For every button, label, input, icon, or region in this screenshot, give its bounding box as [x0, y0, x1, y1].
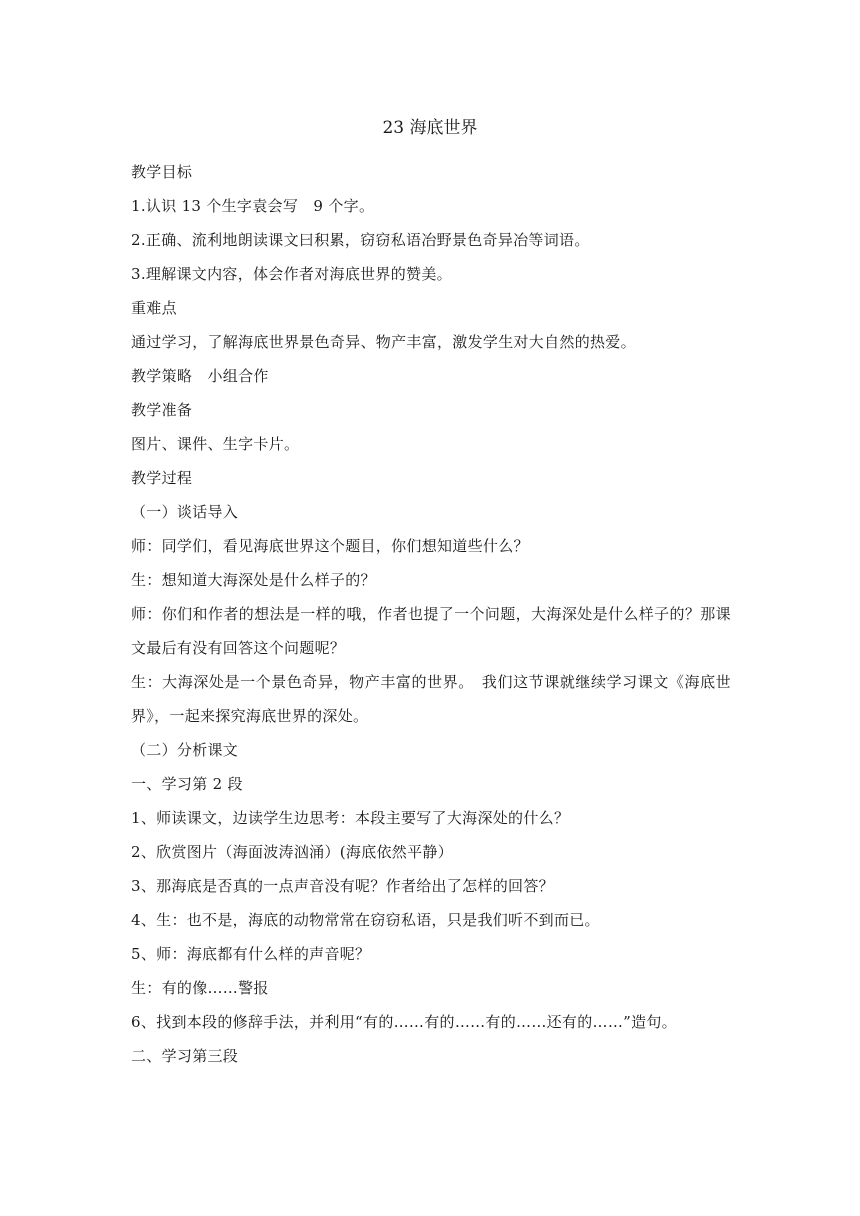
dialogue-paragraph: 师：你们和作者的想法是一样的哦，作者也提了一个问题，大海深处是什么样子的？那课文最后有没有回答这个问题呢？ [131, 605, 731, 657]
heading-key-points: 重难点 [131, 299, 177, 317]
goal-item-2: 2.正确、流利地朗读课文曰积累，窃窃私语冶野景色奇异冶等词语。 [131, 231, 590, 249]
preparation-text: 图片、课件、生字卡片。 [131, 435, 300, 453]
step-item: 4、生：也不是，海底的动物常常在窃窃私语，只是我们听不到而已。 [131, 911, 600, 929]
step-item: 1、师读课文，边读学生边思考：本段主要写了大海深处的什么？ [131, 809, 570, 827]
step-item: 2、欣赏图片（海面波涛汹涌）(海底依然平静） [131, 843, 453, 861]
goal-item-3: 3.理解课文内容，体会作者对海底世界的赞美。 [131, 265, 452, 283]
key-points-text: 通过学习，了解海底世界景色奇异、物产丰富，激发学生对大自然的热爱。 [131, 333, 636, 351]
heading-process: 教学过程 [131, 469, 193, 487]
subsection-paragraph-3: 二、学习第三段 [131, 1047, 239, 1065]
section-intro: （一）谈话导入 [131, 503, 239, 521]
teaching-strategy: 教学策略 小组合作 [131, 367, 269, 385]
step-item: 3、那海底是否真的一点声音没有呢？作者给出了怎样的回答？ [131, 877, 554, 895]
step-item: 5、师：海底都有什么样的声音呢？ [131, 945, 371, 963]
document-body [131, 155, 731, 1073]
document-title: 23 海底世界 [382, 118, 478, 138]
subsection-paragraph-2: 一、学习第 2 段 [131, 775, 243, 793]
heading-preparation: 教学准备 [131, 401, 193, 419]
goal-item-1: 1.认识 13 个生字袁会写 9 个字。 [131, 197, 375, 215]
section-analysis: （二）分析课文 [131, 741, 239, 759]
dialogue-line: 生：想知道大海深处是什么样子的？ [131, 571, 376, 589]
heading-teaching-goals: 教学目标 [131, 163, 193, 181]
dialogue-line: 师：同学们，看见海底世界这个题目，你们想知道些什么？ [131, 537, 529, 555]
step-item: 6、找到本段的修辞手法，并利用“有的……有的……有的……还有的……”造句。 [131, 1013, 677, 1031]
dialogue-paragraph: 生：大海深处是一个景色奇异，物产丰富的世界。 我们这节课就继续学习课文《海底世界》，一起来探究海底世界的深处。 [131, 673, 731, 725]
dialogue-line: 生：有的像……警报 [131, 979, 269, 997]
